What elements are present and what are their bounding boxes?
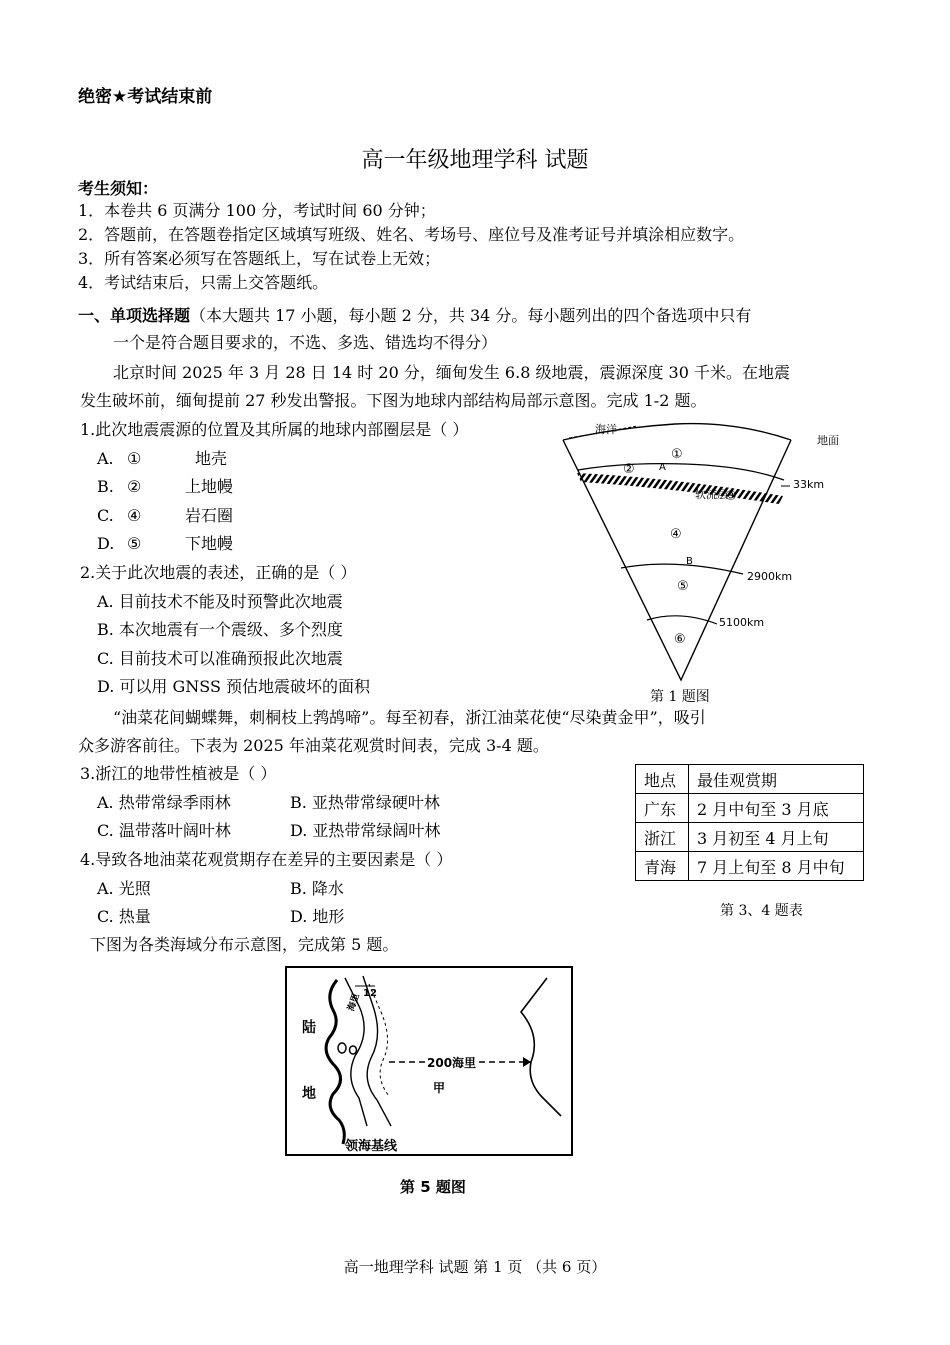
coastline: [326, 980, 344, 1144]
q2-option-c: C. 目前技术可以准确预报此次地震: [97, 649, 343, 668]
label-b: B: [686, 556, 693, 567]
q4-option-b: B. 降水: [290, 879, 344, 898]
section-desc-2: 一个是符合题目要求的，不选、多选、错选均不得分）: [113, 333, 498, 352]
label-jia: 甲: [433, 1081, 446, 1095]
intro-paragraph: 众多游客前往。下表为 2025 年油菜花观赏时间表，完成 3-4 题。: [78, 736, 549, 755]
page-footer: 高一地理学科 试题 第 1 页 （共 6 页）: [343, 1258, 607, 1276]
option-text: 地壳: [195, 449, 228, 468]
secret-label: 绝密★考试结束前: [78, 87, 213, 107]
q2-option-a: A. 目前技术不能及时预警此次地震: [97, 592, 343, 611]
q3-option-a: A. 热带常绿季雨林: [97, 793, 231, 812]
label-land-2: 地: [302, 1086, 316, 1102]
label-nautical-mile: 海里: [346, 992, 362, 1013]
q4-option-d: D. 地形: [290, 907, 345, 926]
label-4: ④: [670, 527, 682, 542]
label-5100km: 5100km: [719, 616, 765, 629]
label-ocean: 海洋: [595, 423, 617, 436]
table-header-cell: 地点: [636, 765, 689, 794]
notice-item: 4．考试结束后，只需上交答题纸。: [78, 273, 329, 292]
question-2-stem: 2.关于此次地震的表述，正确的是（ ）: [80, 563, 357, 582]
option-num: ④: [127, 506, 142, 525]
option-label: C.: [97, 506, 114, 525]
island: [350, 1046, 357, 1054]
option-text: 上地幔: [185, 477, 234, 496]
label-6: ⑥: [674, 632, 686, 647]
intro-paragraph: 下图为各类海域分布示意图，完成第 5 题。: [90, 935, 399, 954]
page-title: 高一年级地理学科 试题: [361, 148, 589, 173]
label-2: ②: [623, 462, 635, 477]
table-cell: 7 月上旬至 8 月中旬: [689, 852, 864, 881]
option-label: B.: [97, 477, 114, 496]
boundary-b: [621, 564, 743, 574]
intro-paragraph: 发生破坏前，缅甸提前 27 秒发出警报。下图为地球内部结构局部示意图。完成 1-2 题。: [80, 391, 707, 410]
section-desc: （本大题共 17 小题，每小题 2 分，共 34 分。每小题列出的四个备选项中只有: [190, 306, 752, 325]
q2-option-d: D. 可以用 GNSS 预估地震破坏的面积: [97, 677, 371, 696]
label-land-1: 陆: [302, 1020, 316, 1036]
label-5: ⑤: [677, 579, 689, 594]
intro-paragraph: “油菜花间蝴蝶舞，刺桐枝上鹁鸪啼”。每至初春，浙江油菜花使“尽染黄金甲”，吸引: [113, 708, 706, 727]
option-num: ②: [127, 477, 142, 496]
notice-heading: 考生须知：: [78, 179, 159, 198]
earth-interior-diagram: [555, 418, 865, 688]
table-row: [636, 794, 864, 823]
label-12: 12: [363, 988, 377, 999]
label-33km: 33km: [793, 478, 825, 491]
table-cell: 2 月中旬至 3 月底: [689, 794, 864, 823]
q3-option-c: C. 温带落叶阔叶林: [97, 821, 231, 840]
figure-1-caption: 第 1 题图: [650, 689, 710, 705]
table-row: [636, 823, 864, 852]
sea-area-diagram: [285, 966, 573, 1158]
q3-option-b: B. 亚热带常绿硬叶林: [290, 793, 440, 812]
table-cell: 广东: [636, 794, 689, 823]
label-1: ①: [671, 447, 683, 462]
q3-option-d: D. 亚热带常绿阔叶林: [290, 821, 441, 840]
option-text: 岩石圈: [185, 506, 234, 525]
table-cell: 青海: [636, 852, 689, 881]
notice-item: 2．答题前，在答题卷指定区域填写班级、姓名、考场号、座位号及准考证号并填涂相应数字。: [78, 225, 745, 244]
q2-option-b: B. 本次地震有一个震级、多个烈度: [97, 620, 343, 639]
q1-option-a: [97, 448, 297, 470]
label-3: ③: [725, 489, 737, 504]
option-num: ⑤: [127, 534, 142, 553]
label-surface: 地面: [817, 434, 839, 447]
island: [338, 1043, 346, 1053]
table-header-row: [636, 765, 864, 794]
section-label: 一、单项选择题: [78, 306, 191, 325]
question-3-stem: 3.浙江的地带性植被是（ ）: [80, 764, 277, 783]
question-4-stem: 4.导致各地油菜花观赏期存在差异的主要因素是（ ）: [80, 850, 453, 869]
table-header-cell: 最佳观赏期: [689, 765, 864, 794]
q4-option-a: A. 光照: [97, 879, 151, 898]
table-cell: 浙江: [636, 823, 689, 852]
label-2900km: 2900km: [747, 570, 793, 583]
option-num: ①: [127, 449, 142, 468]
q1-option-b: [97, 476, 297, 498]
intro-paragraph: 北京时间 2025 年 3 月 28 日 14 时 20 分，缅甸发生 6.8 级地震，震源深度 30 千米。在地震: [113, 363, 790, 382]
table-cell: 3 月初至 4 月上旬: [689, 823, 864, 852]
option-text: 下地幔: [185, 534, 234, 553]
notice-item: 3．所有答案必须写在答题纸上，写在试卷上无效；: [78, 249, 441, 268]
q1-option-c: [97, 505, 297, 527]
q1-option-d: [97, 533, 297, 555]
asthenosphere-band: [577, 473, 783, 504]
section-heading: [78, 305, 751, 327]
notice-item: 1．本卷共 6 页满分 100 分，考试时间 60 分钟；: [78, 201, 436, 220]
eez-boundary: [521, 978, 561, 1116]
table-caption: 第 3、4 题表: [720, 903, 803, 919]
q4-option-c: C. 热量: [97, 907, 151, 926]
option-label: A.: [97, 449, 114, 468]
label-200nm: 200海里: [427, 1056, 477, 1070]
option-label: D.: [97, 534, 115, 553]
figure-5-caption: 第 5 题图: [400, 1178, 466, 1196]
table-row: [636, 852, 864, 881]
rapeseed-viewing-table: [635, 764, 864, 881]
label-asthenosphere: 软流层: [695, 488, 728, 501]
question-1-stem: 1.此次地震震源的位置及其所属的地球内部圈层是（ ）: [80, 420, 469, 439]
label-a: A: [659, 462, 666, 473]
label-baseline: 领海基线: [345, 1139, 398, 1154]
